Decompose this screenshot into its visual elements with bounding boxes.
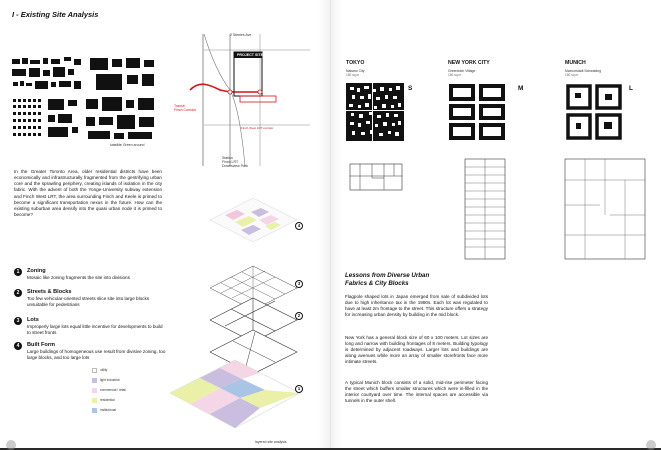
legend-title: Streets & Blocks [27, 289, 72, 295]
page-fold [330, 0, 331, 448]
munich-figure-ground [565, 83, 623, 141]
zone-legend-row [92, 367, 172, 375]
munich-lot-diagram [560, 155, 650, 265]
legend-number: 1 [14, 268, 22, 276]
zone-legend-row [92, 397, 172, 405]
paragraph-munich: A typical Munich block consists of a solid, mid-rise perimeter facing the street which buffers smaller structures which were in-filled in the interior courtyard over time. The internal spaces are accessible via tunnels in the outer shell. [345, 380, 488, 403]
lessons-title [345, 272, 429, 287]
nav-dot-left [6, 440, 16, 450]
new-york-figure-ground [448, 83, 506, 141]
legend-number: 4 [14, 342, 22, 350]
zone-label: commercial / retail [100, 388, 126, 392]
zone-swatch [92, 378, 97, 383]
city-name: TOKYO [346, 60, 365, 66]
layer-marker-3: 3 [295, 280, 303, 288]
bottom-caption: layered site analysis [255, 440, 287, 444]
zone-swatch [92, 398, 97, 403]
city-scale: 150 sq m [448, 73, 462, 77]
zone-legend-row [92, 387, 172, 395]
city-scale: 150 sq m [346, 73, 360, 77]
zone-swatch [92, 388, 97, 393]
scale-letter: S [408, 85, 413, 92]
legend-text: Large buildings of homogeneous use result from divisive zoning, too large blocks, and too large lots [27, 349, 166, 360]
lessons-title-line-2: Fabrics & City Blocks [345, 279, 409, 287]
lessons-title-line-1: Lessons from Diverse Urban [345, 272, 430, 279]
layer-marker-4: 4 [295, 222, 303, 230]
zone-swatch [92, 368, 97, 373]
layer-marker-1: 1 [295, 385, 303, 393]
legend-number: 3 [14, 317, 22, 325]
nav-dot-right [646, 440, 656, 450]
map-label-station-3: Downsview Park [222, 164, 248, 168]
city-district: Greenwich Village [448, 69, 476, 73]
paragraph-new-york: New York has a general block size of 60 x 100 meters. Lot sizes are long and narrow with building frontages of 8 meters. Building typology is determined by adjacent roadways. Larger lots and buildings are along avenues while more an array of smaller storefronts face more intimate streets. [345, 335, 488, 364]
layer-marker-2: 2 [295, 312, 303, 320]
legend-title: Built Form [27, 342, 55, 348]
zone-label: residential [100, 398, 115, 402]
city-district: Maxvorstadt Schwabing [565, 69, 601, 73]
map-label-line: Finch West LRT corridor [241, 126, 274, 130]
zone-label: utility [100, 368, 108, 372]
intro-paragraph: In the Greater Toronto Area, older residential districts have been economically and infrastructurally fragmented from the gentrifying urban core and the sprawling periphery, creating islands of isolation in the city fabric. With the advent of both the Yonge-University subway extension and Finch West LRT, the area surrounding Finch and Keele is primed to become a significant transportation nexus in the future. How can the existing suburban area densify into the quasi urban node it is primed to become? [14, 169, 162, 218]
city-name: MUNICH [565, 60, 586, 66]
aerial-figure-ground-map [10, 55, 158, 141]
scale-letter: M [518, 85, 524, 92]
zone-swatch [92, 408, 97, 413]
tokyo-figure-ground [346, 83, 404, 141]
zone-label: light industrial [100, 378, 120, 382]
map-label-site: PROJECT SITE [237, 53, 263, 57]
scale-letter: L [629, 85, 633, 92]
location-map [170, 30, 310, 170]
city-name: NEW YORK CITY [448, 60, 490, 66]
legend-text: Too few vehicular-oriented streets slice site into large blocks unsuitable for pedestrians [27, 296, 150, 307]
map-label-left-1: Transit [174, 104, 185, 108]
paragraph-tokyo: Flagpole shaped lots in Japan emerged from sale of subdivided lots due to high inheritance tax in the 1980s. Each lot was regulated to have at least 2m frontage to the street. This structure offers a strategy for increasing urban density by building in the mid block. [345, 294, 488, 317]
city-district: Nakano City [346, 69, 365, 73]
legend-title: Zoning [27, 268, 46, 274]
iso-layer-zoning [160, 348, 310, 438]
zone-legend-row [92, 377, 172, 385]
legend-title: Lots [27, 317, 39, 323]
page-title: I - Existing Site Analysis [12, 10, 99, 19]
map-label-station-2: Finch LRT [222, 160, 239, 164]
zone-legend-row [92, 407, 172, 415]
new-york-lot-diagram [455, 155, 515, 265]
city-scale: 150 sq m [565, 73, 579, 77]
iso-layer-built-form [205, 190, 300, 250]
legend-text: Mosaic like zoning fragments the site into divisions [27, 275, 130, 280]
tokyo-lot-diagram [346, 160, 406, 194]
map-label-top: 2 Steeles Ave [230, 33, 252, 37]
map-label-station-1: Station [222, 156, 233, 160]
legend-text: Improperly large lots equal little incentive for developments to build to street fronts [27, 324, 163, 335]
zone-label: institutional [100, 408, 116, 412]
map-label-left-2: Finch Corridor [174, 108, 197, 112]
aerial-caption: satellite Green around [110, 143, 145, 147]
legend-number: 2 [14, 289, 22, 297]
